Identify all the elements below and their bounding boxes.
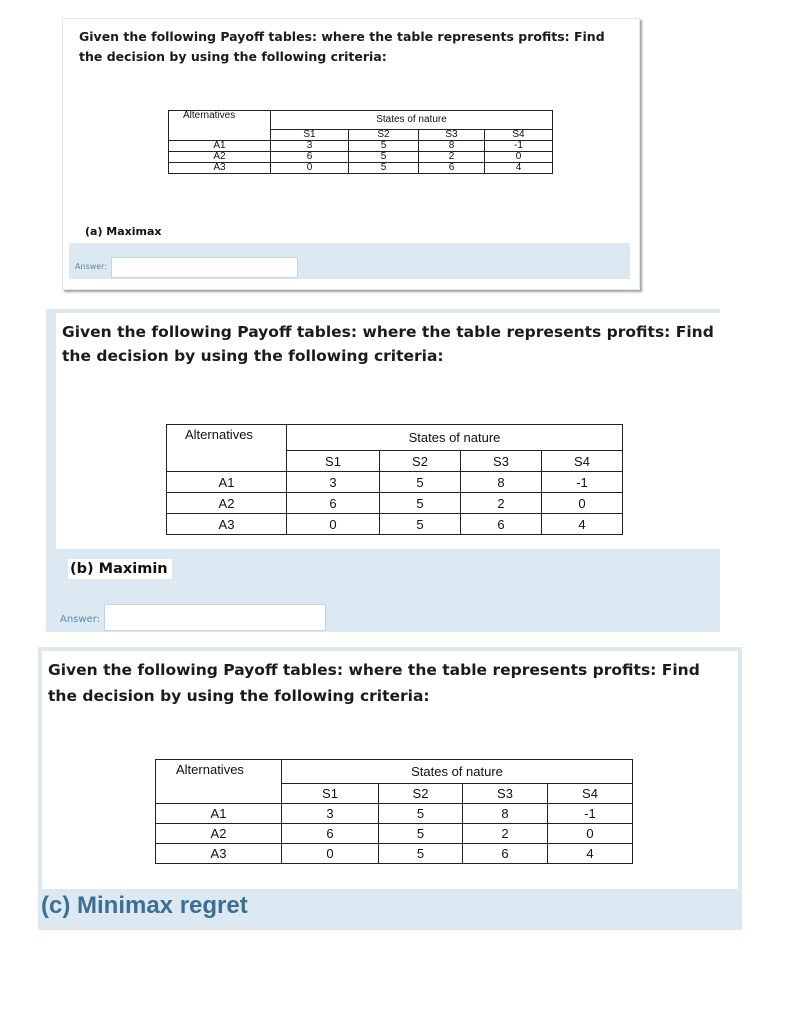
alternative-label: A3 <box>156 844 282 864</box>
payoff-cell: 2 <box>463 824 548 844</box>
payoff-cell: 6 <box>271 152 349 163</box>
question-content <box>42 651 738 889</box>
payoff-cell: 0 <box>485 152 553 163</box>
state-s4-header: S4 <box>542 451 623 472</box>
question-content <box>69 23 630 243</box>
question-text: Given the following Payoff tables: where the table represents profits: Find the decision by using the following criteria: <box>79 29 605 64</box>
payoff-cell: -1 <box>548 804 633 824</box>
payoff-table <box>168 110 553 174</box>
criterion-label: (b) Maximin <box>68 559 172 579</box>
question-text: Given the following Payoff tables: where the table represents profits: Find the decision by using the following criteria: <box>62 323 714 365</box>
payoff-cell: 3 <box>271 141 349 152</box>
payoff-cell: -1 <box>485 141 553 152</box>
states-of-nature-header: States of nature <box>271 111 553 130</box>
state-s3-header: S3 <box>463 784 548 804</box>
payoff-cell: 4 <box>548 844 633 864</box>
answer-input[interactable] <box>111 257 298 278</box>
state-s2-header: S2 <box>349 130 419 141</box>
question-content <box>56 313 720 549</box>
payoff-cell: 5 <box>380 493 461 514</box>
payoff-cell: 8 <box>419 141 485 152</box>
payoff-cell: 8 <box>463 804 548 824</box>
payoff-cell: 6 <box>461 514 542 535</box>
payoff-cell: 5 <box>379 824 463 844</box>
alternative-label: A1 <box>156 804 282 824</box>
question-panel-b <box>46 309 720 632</box>
alternative-label: A3 <box>167 514 287 535</box>
state-s3-header: S3 <box>419 130 485 141</box>
table-row <box>156 844 633 864</box>
state-s3-header: S3 <box>461 451 542 472</box>
payoff-cell: 0 <box>282 844 379 864</box>
criterion-label: (a) Maximax <box>85 225 162 238</box>
payoff-cell: 5 <box>380 514 461 535</box>
alternative-label: A2 <box>156 824 282 844</box>
payoff-cell: 0 <box>542 493 623 514</box>
payoff-cell: 8 <box>461 472 542 493</box>
payoff-cell: 3 <box>287 472 380 493</box>
payoff-cell: 5 <box>349 163 419 174</box>
table-row <box>169 163 553 174</box>
state-s1-header: S1 <box>282 784 379 804</box>
alternatives-header: Alternatives <box>169 111 271 141</box>
table-row <box>169 152 553 163</box>
payoff-cell: 6 <box>419 163 485 174</box>
alternatives-header: Alternatives <box>156 760 282 804</box>
answer-label: Answer: <box>75 262 108 271</box>
alternative-label: A2 <box>167 493 287 514</box>
payoff-cell: 5 <box>349 152 419 163</box>
question-panel-c <box>38 647 742 930</box>
alternative-label: A3 <box>169 163 271 174</box>
state-s4-header: S4 <box>548 784 633 804</box>
table-header-row <box>156 760 633 784</box>
payoff-cell: 5 <box>379 804 463 824</box>
alternative-label: A2 <box>169 152 271 163</box>
payoff-cell: 3 <box>282 804 379 824</box>
payoff-cell: 0 <box>548 824 633 844</box>
payoff-cell: 0 <box>271 163 349 174</box>
answer-input[interactable] <box>104 604 326 631</box>
question-panel-a <box>62 18 640 290</box>
payoff-cell: 0 <box>287 514 380 535</box>
payoff-table <box>155 759 633 864</box>
payoff-cell: 5 <box>349 141 419 152</box>
state-s1-header: S1 <box>271 130 349 141</box>
payoff-cell: 4 <box>542 514 623 535</box>
payoff-cell: 6 <box>282 824 379 844</box>
alternatives-header: Alternatives <box>167 425 287 472</box>
question-text: Given the following Payoff tables: where the table represents profits: Find the decision by using the following criteria: <box>48 661 700 705</box>
table-row <box>156 804 633 824</box>
payoff-cell: 2 <box>461 493 542 514</box>
state-s4-header: S4 <box>485 130 553 141</box>
payoff-cell: 5 <box>379 844 463 864</box>
table-row <box>156 824 633 844</box>
payoff-cell: 4 <box>485 163 553 174</box>
state-s2-header: S2 <box>379 784 463 804</box>
payoff-cell: 5 <box>380 472 461 493</box>
table-row <box>167 493 623 514</box>
payoff-cell: 6 <box>463 844 548 864</box>
alternative-label: A1 <box>167 472 287 493</box>
answer-label: Answer: <box>60 614 101 625</box>
table-header-row <box>169 111 553 130</box>
state-s1-header: S1 <box>287 451 380 472</box>
answer-row <box>69 243 630 279</box>
table-header-row <box>167 425 623 451</box>
states-of-nature-header: States of nature <box>287 425 623 451</box>
table-row <box>167 472 623 493</box>
payoff-cell: 6 <box>287 493 380 514</box>
state-s2-header: S2 <box>380 451 461 472</box>
payoff-cell: 2 <box>419 152 485 163</box>
criterion-label: (c) Minimax regret <box>41 892 248 919</box>
payoff-table <box>166 424 623 535</box>
table-row <box>167 514 623 535</box>
states-of-nature-header: States of nature <box>282 760 633 784</box>
payoff-cell: -1 <box>542 472 623 493</box>
table-row <box>169 141 553 152</box>
alternative-label: A1 <box>169 141 271 152</box>
